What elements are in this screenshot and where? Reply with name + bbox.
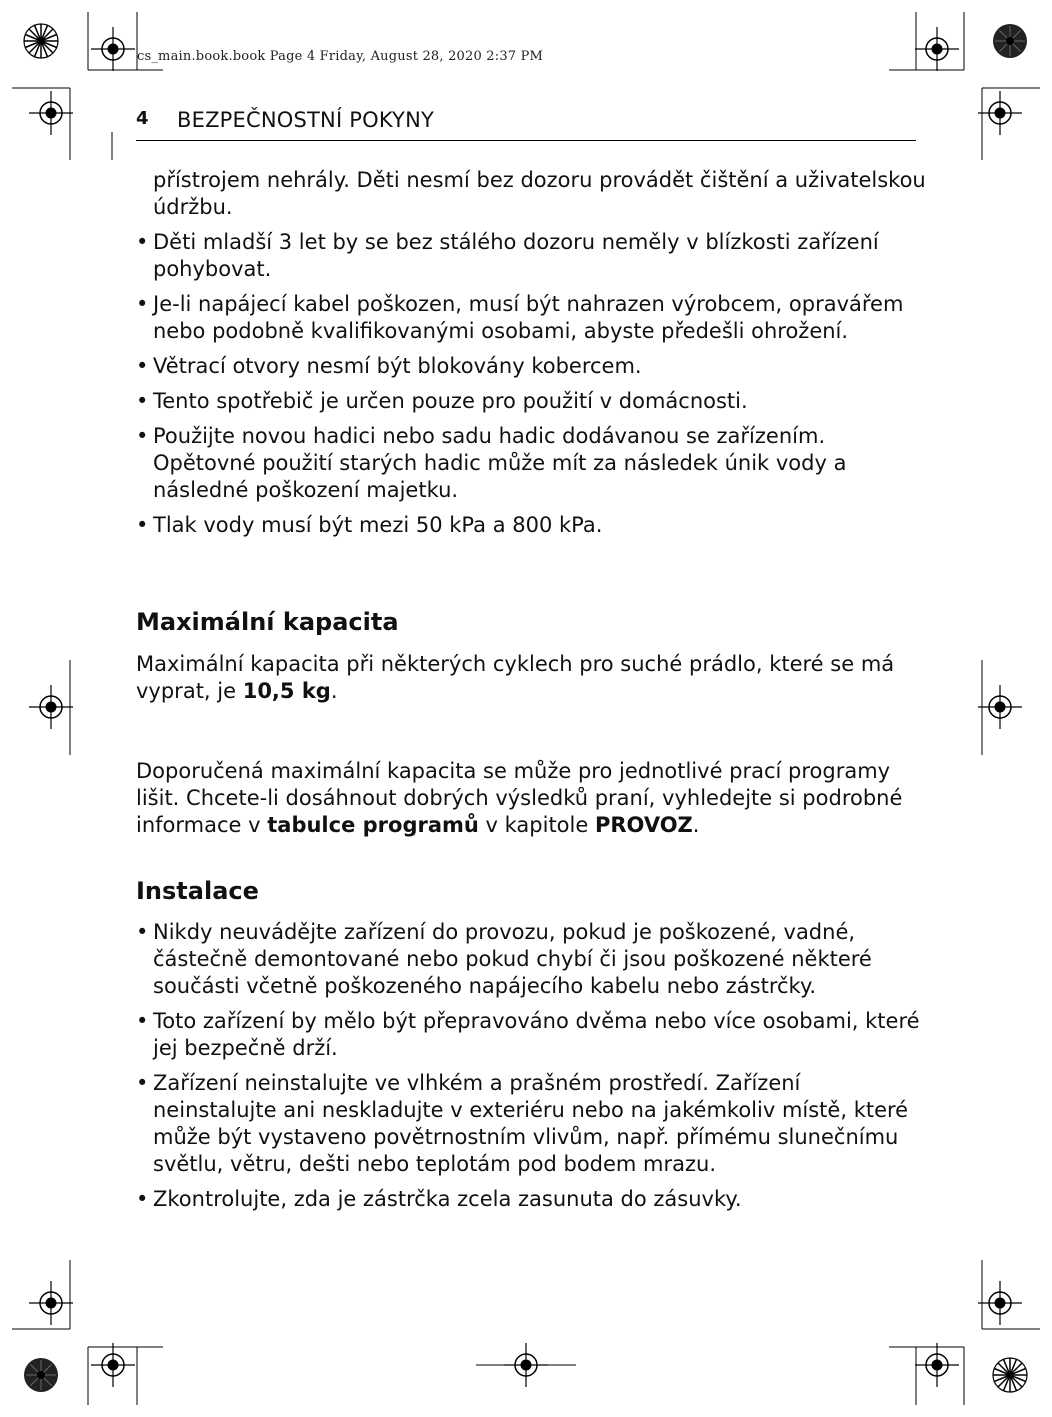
list-item: • Je-li napájecí kabel poškozen, musí být nahrazen výrobcem, opravářem nebo podobně kvalifikovanými osobami, abyste předešli ohrožení. (136, 291, 926, 345)
program-table-ref: tabulce programů (267, 813, 479, 837)
list-item: • Zařízení neinstalujte ve vlhkém a prašném prostředí. Zařízení neinstalujte ani neskladujte v exteriéru nebo na jakémkoliv místě, které může být vystaveno povětrnostním vlivům, např. přímému slunečnímu světlu, větru, dešti nebo teplotám pod bodem mrazu. (136, 1070, 926, 1178)
capacity-text: Maximální kapacita při některých cyklech pro suché prádlo, které se má vyprat, je (136, 652, 895, 703)
capacity-note-mid: v kapitole (478, 813, 595, 837)
list-item: • Větrací otvory nesmí být blokovány kobercem. (136, 353, 926, 380)
list-item: • Tento spotřebič je určen pouze pro použití v domácnosti. (136, 388, 926, 415)
list-item: • Toto zařízení by mělo být přepravováno dvěma nebo více osobami, které jej bezpečně drží. (136, 1008, 926, 1062)
print-slug: cs_main.book.book Page 4 Friday, August 28, 2020 2:37 PM (137, 49, 544, 64)
safety-continuation: přístrojem nehrály. Děti nesmí bez dozoru provádět čištění a uživatelskou údržbu. (153, 168, 926, 219)
section-title: BEZPEČNOSTNÍ POKYNY (177, 108, 435, 132)
installation-list-block (136, 919, 926, 1221)
list-item: • Použijte novou hadici nebo sadu hadic dodávanou se zařízením. Opětovné použití starých hadic může mít za následek únik vody a následné poškození majetku. (136, 423, 926, 504)
capacity-paragraph-2 (136, 758, 921, 839)
capacity-value: 10,5 kg (242, 679, 331, 703)
list-item: • Nikdy neuvádějte zařízení do provozu, pokud je poškozené, vadné, částečně demontované nebo pokud chybí či jsou poškozené některé součásti včetně poškozeného napájecího kabelu nebo zástrčky. (136, 919, 926, 1000)
list-item: • Tlak vody musí být mezi 50 kPa a 800 kPa. (136, 512, 926, 539)
list-item: • Zkontrolujte, zda je zástrčka zcela zasunuta do zásuvky. (136, 1186, 926, 1213)
list-item: • Děti mladší 3 let by se bez stálého dozoru neměly v blízkosti zařízení pohybovat. (136, 229, 926, 283)
safety-list (136, 229, 926, 539)
installation-heading: Instalace (136, 877, 259, 905)
page-number: 4 (136, 108, 149, 129)
capacity-heading: Maximální kapacita (136, 608, 399, 636)
chapter-ref: PROVOZ (594, 813, 693, 837)
capacity-note-text: Doporučená maximální kapacita se může pro jednotlivé prací programy lišit. Chcete-li dosáhnout dobrých výsledků praní, vyhledejte si podrobné informace v (136, 759, 903, 837)
capacity-note-end: . (692, 813, 700, 837)
safety-list-block (136, 167, 926, 547)
capacity-end: . (330, 679, 338, 703)
capacity-paragraph-1 (136, 651, 906, 705)
installation-list (136, 919, 926, 1213)
page-header (136, 108, 916, 141)
